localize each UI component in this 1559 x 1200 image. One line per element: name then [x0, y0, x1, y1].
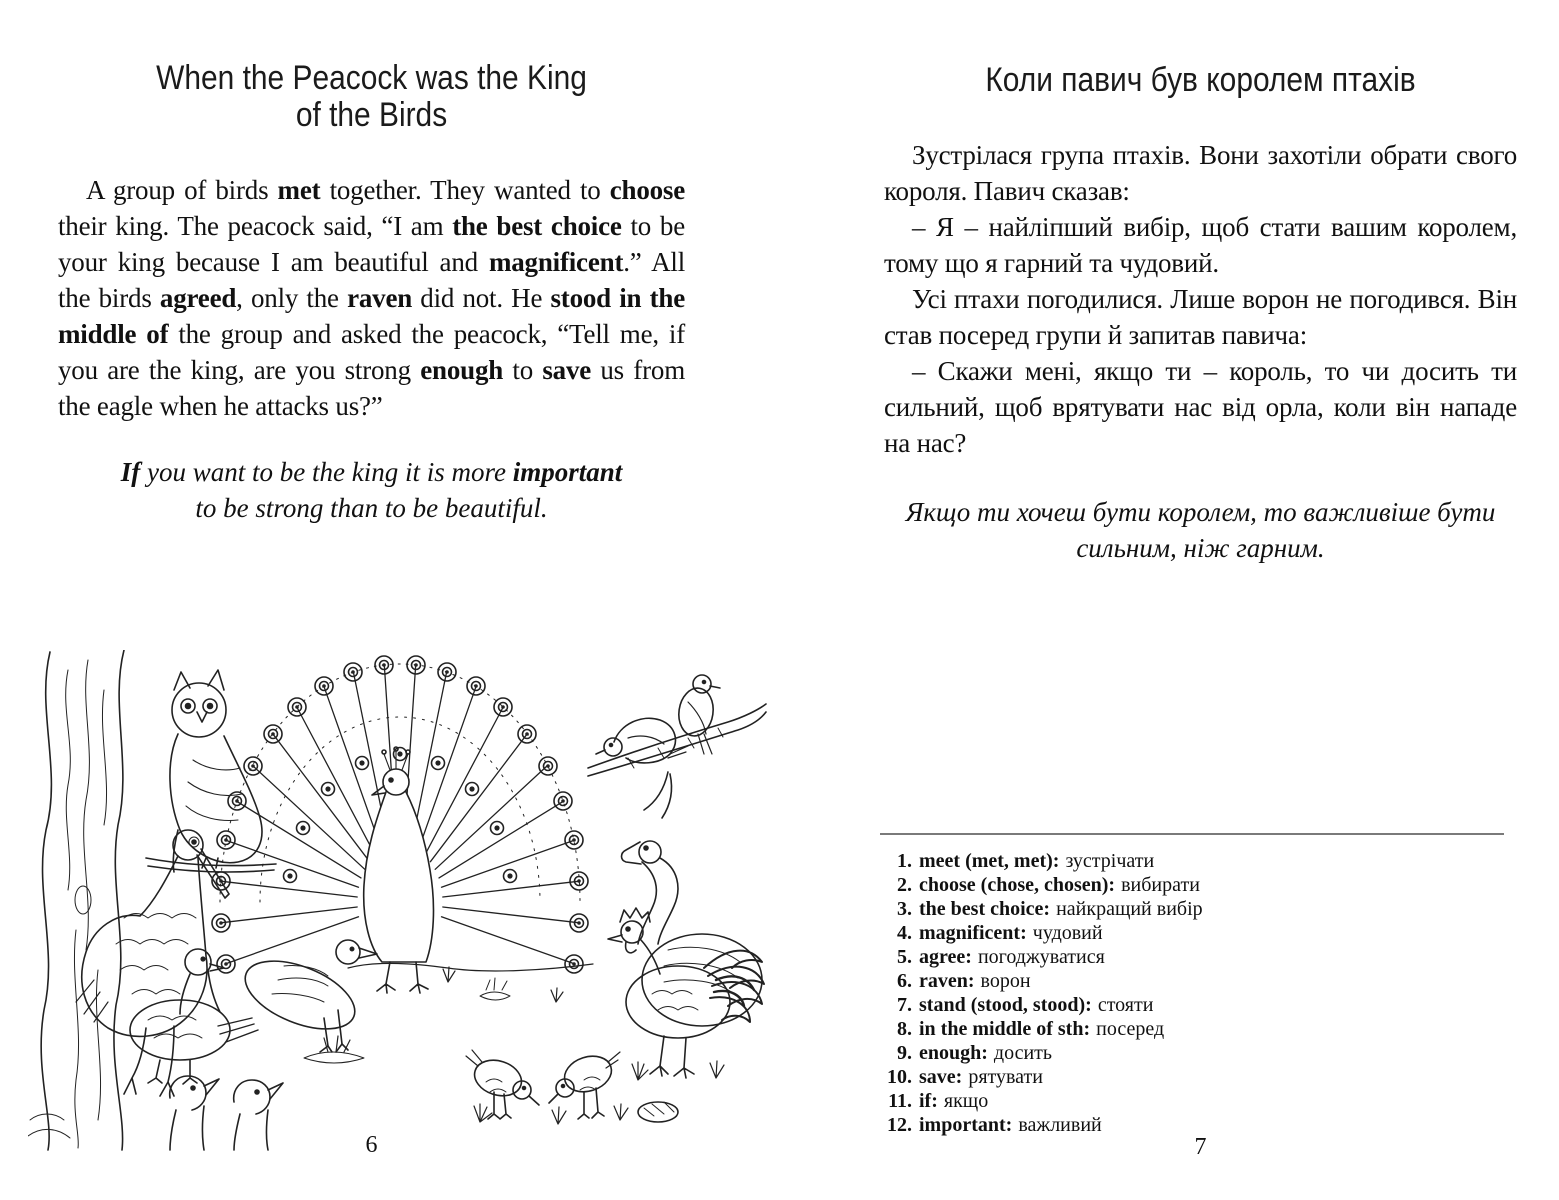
vocab-ukrainian: погоджуватися [977, 946, 1105, 968]
vocab-number: 4. [897, 922, 912, 944]
story-title-en [58, 60, 685, 134]
story-text-en [58, 172, 685, 424]
vocab-ukrainian: зустрічати [1065, 850, 1155, 872]
text-segment: .” All the birds [58, 247, 685, 313]
vocab-item [880, 849, 1504, 873]
birds-illustration [28, 650, 768, 1152]
vocab-ukrainian: стояти [1097, 994, 1154, 1016]
vocab-item [880, 873, 1504, 897]
text-segment: to [503, 355, 543, 385]
story-paragraph-ua: – Я – найліпший вибір, щоб стати вашим королем, тому що я гарний та чудовий. [884, 212, 1517, 278]
text-segment-bold: If [120, 457, 141, 487]
vocab-ukrainian: посеред [1096, 1018, 1165, 1040]
vocab-item [880, 1065, 1504, 1089]
text-segment-bold: the best choice [452, 211, 622, 241]
text-segment-bold: raven [347, 283, 413, 313]
vocab-number: 6. [897, 970, 912, 992]
story-paragraph-en [58, 172, 685, 424]
vocab-item [880, 969, 1504, 993]
text-segment-bold: choose [609, 175, 686, 205]
vocab-number: 2. [897, 874, 912, 896]
vocab-ukrainian: рятувати [968, 1066, 1043, 1088]
vocab-english: in the middle of sth: [919, 1018, 1091, 1040]
text-segment-bold: stood in the middle of [58, 283, 686, 349]
text-segment: together. They wanted to [320, 175, 610, 205]
vocab-ukrainian: вибирати [1121, 874, 1200, 896]
vocab-item [880, 1041, 1504, 1065]
vocab-english: enough: [919, 1042, 988, 1064]
text-segment: to be your king because I am beautiful and [58, 211, 685, 277]
story-text-ua [884, 137, 1517, 461]
vocab-item [880, 921, 1504, 945]
story-paragraph-ua: – Скажи мені, якщо ти – король, то чи досить ти сильний, щоб врятувати нас від орла, коли він нападе на нас? [884, 356, 1517, 458]
page-number-left: 6 [365, 1132, 378, 1158]
vocab-number: 8. [897, 1018, 912, 1040]
text-segment: A group of birds [86, 175, 278, 205]
moral-line: сильним, ніж гарним. [1076, 533, 1325, 563]
vocab-ukrainian: чудовий [1032, 922, 1103, 944]
vocab-english: choose (chose, chosen): [919, 874, 1116, 896]
vocab-item [880, 1089, 1504, 1113]
vocab-item [880, 993, 1504, 1017]
vocab-number: 3. [897, 898, 912, 920]
text-segment: us from the eagle when he attacks us?” [58, 355, 685, 421]
moral-line: Якщо ти хочеш бути королем, то важливіше бути [905, 497, 1496, 527]
vocab-ukrainian: якщо [943, 1090, 989, 1112]
vocab-number: 5. [897, 946, 912, 968]
vocab-english: the best choice: [919, 898, 1051, 920]
title-line: Коли павич був королем птахів [985, 61, 1416, 99]
moral-ua [884, 494, 1517, 566]
vocab-number: 10. [887, 1066, 912, 1088]
story-title-ua [884, 62, 1517, 99]
vocab-english: magnificent: [919, 922, 1027, 944]
vocab-english: save: [919, 1066, 963, 1088]
vocab-ukrainian: найкращий вибір [1056, 898, 1203, 920]
vocab-english: important: [919, 1114, 1013, 1136]
vocab-number: 11. [888, 1090, 912, 1112]
text-segment-bold: magnificent [488, 247, 624, 277]
page-number-right: 7 [1194, 1134, 1207, 1160]
moral-line [58, 454, 685, 490]
text-segment-bold: agreed [159, 283, 237, 313]
text-segment-bold: important [512, 457, 623, 487]
vocab-ukrainian: досить [993, 1042, 1053, 1064]
vocab-item [880, 1017, 1504, 1041]
title-line: When the Peacock was the King [156, 59, 587, 97]
text-segment: , only the [236, 283, 348, 313]
vocab-number: 1. [897, 850, 912, 872]
moral-line: to be strong than to be beautiful. [195, 493, 548, 523]
text-segment: their king. The peacock said, “I am [58, 211, 453, 241]
story-paragraph-ua: Зустрілася група птахів. Вони захотіли обрати свого короля. Павич сказав: [884, 140, 1517, 206]
moral-en [58, 454, 685, 526]
text-segment-bold: met [277, 175, 321, 205]
vocab-item [880, 897, 1504, 921]
text-segment: did not. He [412, 283, 551, 313]
text-segment: the group and asked the peacock, “Tell me, if you are the king, are you strong [58, 319, 685, 385]
text-segment: you want to be the king it is more [140, 457, 513, 487]
title-line: of the Birds [295, 96, 448, 134]
vocab-number: 7. [897, 994, 912, 1016]
vocab-item [880, 945, 1504, 969]
vocab-ukrainian: ворон [980, 970, 1031, 992]
vocab-english: stand (stood, stood): [919, 994, 1092, 1016]
vocab-number: 9. [897, 1042, 912, 1064]
text-segment-bold: save [542, 355, 592, 385]
vocab-english: meet (met, met): [919, 850, 1060, 872]
story-paragraph-ua: Усі птахи погодилися. Лише ворон не погодився. Він став посеред групи й запитав павича: [884, 284, 1517, 350]
vocab-english: raven: [919, 970, 975, 992]
vocabulary-list [880, 833, 1504, 1137]
vocab-ukrainian: важливий [1018, 1114, 1102, 1136]
vocab-english: if: [919, 1090, 938, 1112]
vocab-english: agree: [919, 946, 972, 968]
vocab-number: 12. [887, 1114, 912, 1136]
text-segment-bold: enough [420, 355, 504, 385]
